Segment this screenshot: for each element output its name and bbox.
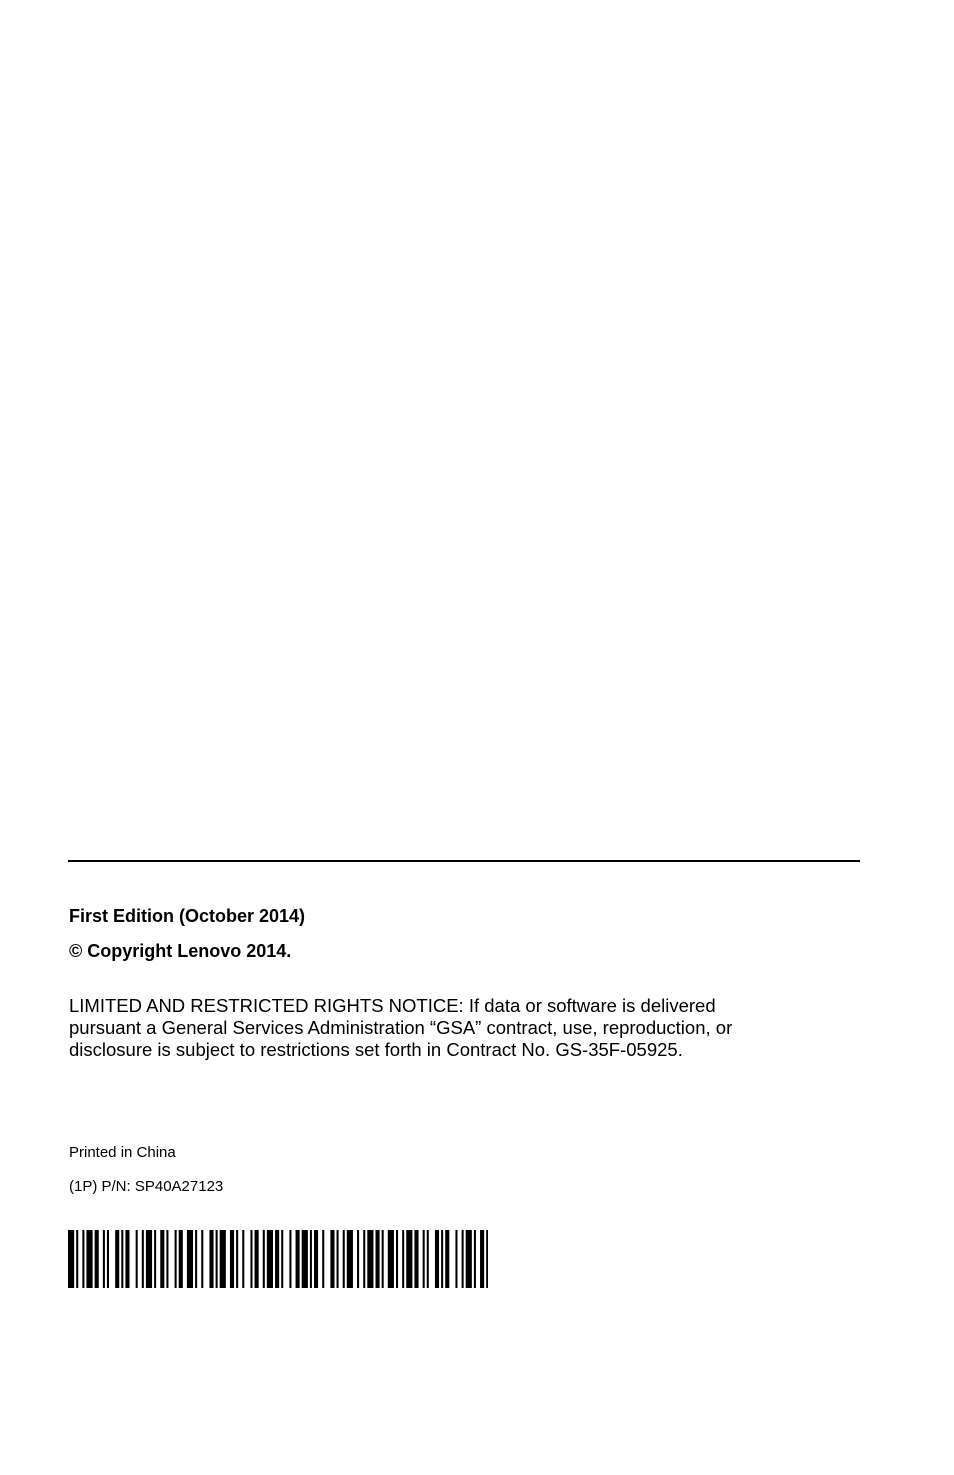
barcode-bar xyxy=(82,1230,84,1288)
barcode-bar xyxy=(363,1230,365,1288)
edition-title: First Edition (October 2014) xyxy=(69,906,306,926)
rights-notice-line: LIMITED AND RESTRICTED RIGHTS NOTICE: If data or software is delivered xyxy=(69,995,716,1016)
barcode-bar xyxy=(281,1230,283,1288)
barcode-bar xyxy=(154,1230,156,1288)
printed-in: Printed in China xyxy=(69,1144,176,1161)
barcode-bar xyxy=(414,1230,418,1288)
barcode-bar xyxy=(347,1230,353,1288)
barcode-bar xyxy=(107,1230,109,1288)
barcode-bar xyxy=(314,1230,318,1288)
barcode-bar xyxy=(263,1230,265,1288)
barcode-bar xyxy=(195,1230,197,1288)
barcode-bar xyxy=(250,1230,252,1288)
barcode-bar xyxy=(343,1230,345,1288)
barcode-bar xyxy=(322,1230,324,1288)
barcode-bar xyxy=(376,1230,380,1288)
barcode-bar xyxy=(462,1230,464,1288)
barcode-bar xyxy=(103,1230,105,1288)
barcode-bar xyxy=(166,1230,168,1288)
barcode-bar xyxy=(289,1230,291,1288)
part-number: (1P) P/N: SP40A27123 xyxy=(69,1178,224,1195)
barcode-bar xyxy=(115,1230,119,1288)
barcode-bar xyxy=(423,1230,425,1288)
barcode-bar xyxy=(441,1230,443,1288)
barcode-bar xyxy=(68,1230,74,1288)
barcode-bar xyxy=(435,1230,439,1288)
barcode-bar xyxy=(236,1230,238,1288)
barcode-bar xyxy=(230,1230,234,1288)
barcode-bar xyxy=(142,1230,144,1288)
barcode-bar xyxy=(160,1230,164,1288)
barcode-bar xyxy=(125,1230,129,1288)
barcode-bar xyxy=(275,1230,279,1288)
barcode-bar xyxy=(95,1230,99,1288)
barcode-bar xyxy=(201,1230,203,1288)
barcode-bar xyxy=(455,1230,457,1288)
barcode-bar xyxy=(337,1230,339,1288)
barcode-image xyxy=(68,1230,488,1288)
barcode-bar xyxy=(175,1230,177,1288)
barcode-bar xyxy=(486,1230,488,1288)
barcode-bar xyxy=(310,1230,312,1288)
barcode-bar xyxy=(146,1230,152,1288)
horizontal-divider xyxy=(68,860,860,862)
rights-notice-line: disclosure is subject to restrictions set forth in Contract No. GS-35F-05925. xyxy=(69,1039,683,1060)
barcode-bar xyxy=(427,1230,429,1288)
barcode-bar xyxy=(296,1230,300,1288)
barcode-bar xyxy=(388,1230,394,1288)
barcode-bar xyxy=(255,1230,259,1288)
barcode-bar xyxy=(187,1230,193,1288)
copyright-line: © Copyright Lenovo 2014. xyxy=(69,941,292,961)
barcode-bar xyxy=(396,1230,398,1288)
barcode-bar xyxy=(179,1230,183,1288)
barcode-bar xyxy=(136,1230,138,1288)
barcode-bar xyxy=(302,1230,308,1288)
barcode-bar xyxy=(121,1230,123,1288)
barcode-bar xyxy=(330,1230,334,1288)
rights-notice xyxy=(69,995,732,1061)
barcode-graphic xyxy=(68,1230,488,1288)
barcode-bar xyxy=(357,1230,359,1288)
barcode-bar xyxy=(216,1230,218,1288)
barcode-bar xyxy=(382,1230,384,1288)
barcode-bar xyxy=(220,1230,226,1288)
barcode-bar xyxy=(402,1230,404,1288)
barcode-bar xyxy=(209,1230,213,1288)
barcode-bar xyxy=(445,1230,449,1288)
barcode-bar xyxy=(480,1230,484,1288)
barcode-bar xyxy=(267,1230,273,1288)
barcode-bar xyxy=(242,1230,244,1288)
barcode-bar xyxy=(76,1230,78,1288)
barcode-bar xyxy=(367,1230,373,1288)
rights-notice-line: pursuant a General Services Administration “GSA” contract, use, reproduction, or xyxy=(69,1017,733,1038)
barcode-bar xyxy=(86,1230,92,1288)
barcode-bar xyxy=(466,1230,472,1288)
barcode-bar xyxy=(406,1230,412,1288)
barcode-bar xyxy=(474,1230,476,1288)
